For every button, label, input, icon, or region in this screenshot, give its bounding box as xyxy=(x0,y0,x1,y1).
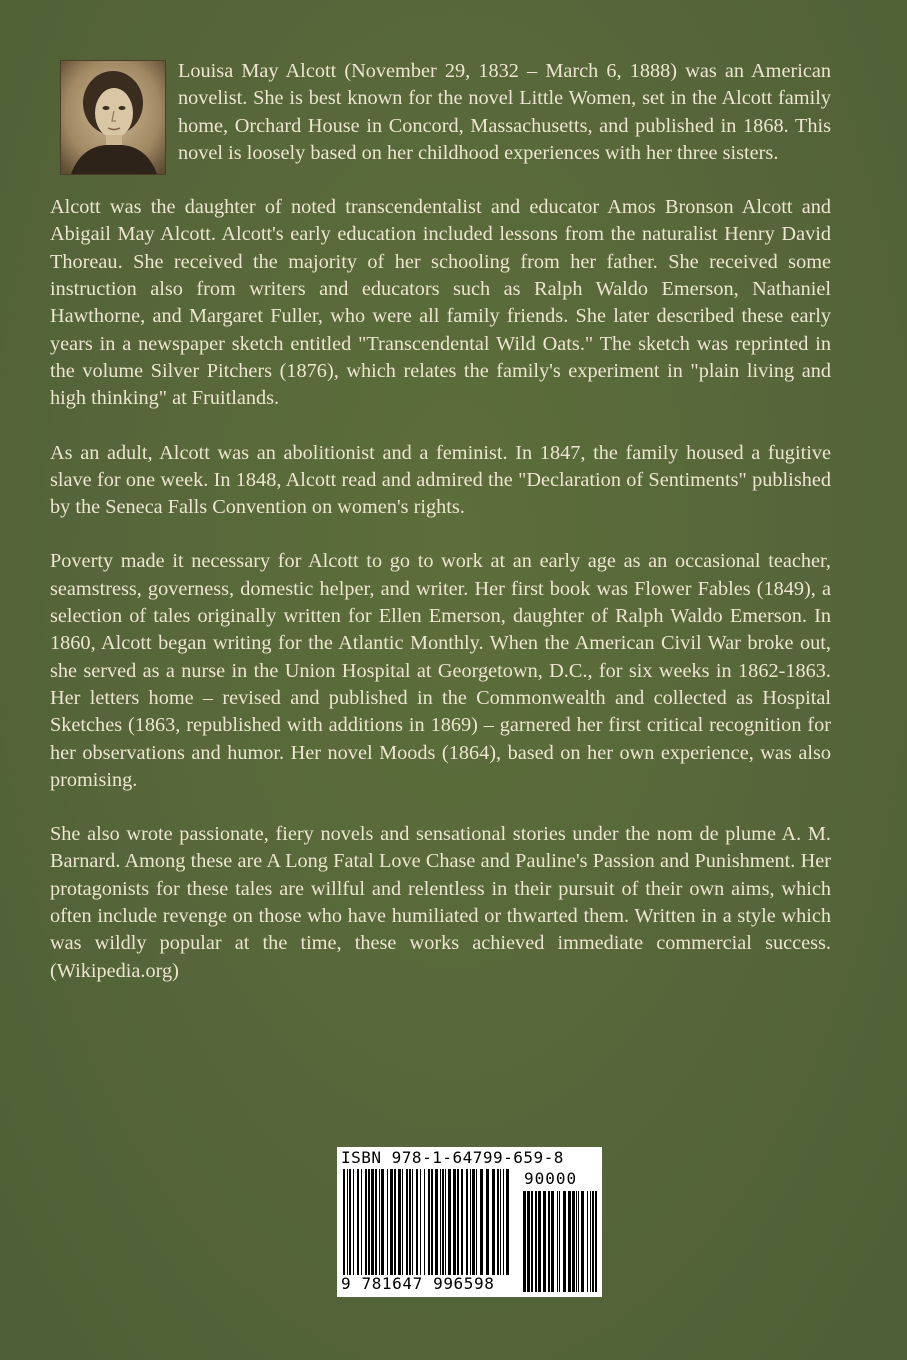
back-cover-text xyxy=(50,58,831,1012)
isbn-label: ISBN 978-1-64799-659-8 xyxy=(341,1148,564,1167)
price-addon-code: 90000 xyxy=(524,1169,578,1188)
barcode-digits: 9 781647 996598 xyxy=(341,1274,495,1293)
paragraph-career: Poverty made it necessary for Alcott to go to work at an early age as an occasional teacher, seamstress, governess, domestic helper, and writer. Her first book was Flower Fables (1849), a selection of tales originally written for Ellen Emerson, daughter of Ralph Waldo Emerson. In 1860, Alcott began writing for the Atlantic Monthly. When the American Civil War broke out, she served as a nurse in the Union Hospital at Georgetown, D.C., for six weeks in 1862-1863. Her letters home – revised and published in the Commonwealth and collected as Hospital Sketches (1863, republished with additions in 1869) – garnered her first critical recognition for her observations and humor. Her novel Moods (1864), based on her own experience, was also promising. xyxy=(50,550,831,791)
paragraph-education: Alcott was the daughter of noted transcendentalist and educator Amos Bronson Alcott and Abigail May Alcott. Alcott's early education included lessons from the naturalist Henry David Thoreau. She received the majority of her schooling from her father. She received some instruction also from writers and educators such as Ralph Waldo Emerson, Nathaniel Hawthorne, and Margaret Fuller, who were all family friends. She later described these early years in a newspaper sketch entitled "Transcendental Wild Oats." The sketch was reprinted in the volume Silver Pitchers (1876), which relates the family's experiment in "plain living and high thinking" at Fruitlands. xyxy=(50,196,831,410)
author-portrait xyxy=(60,60,166,175)
isbn-barcode xyxy=(337,1147,602,1297)
paragraph-activism: As an adult, Alcott was an abolitionist and a feminist. In 1847, the family housed a fugitive slave for one week. In 1848, Alcott read and admired the "Declaration of Sentiments" published by the Seneca Falls Convention on women's rights. xyxy=(50,441,831,519)
paragraph-intro: Louisa May Alcott (November 29, 1832 – March 6, 1888) was an American novelist. She is best known for the novel Little Women, set in the Alcott family home, Orchard House in Concord, Massachusetts, and published in 1868. This novel is loosely based on her childhood experiences with her three sisters. xyxy=(178,60,831,164)
paragraph-pseudonym: She also wrote passionate, fiery novels and sensational stories under the nom de plume A. M. Barnard. Among these are A Long Fatal Love Chase and Pauline's Passion and Punishment. Her protagonists for these tales are willful and relentless in their pursuit of their own aims, which often include revenge on those who have humiliated or thwarted them. Written in a style which was wildly popular at the time, these works achieved immediate commercial success. (Wikipedia.org) xyxy=(50,823,831,982)
